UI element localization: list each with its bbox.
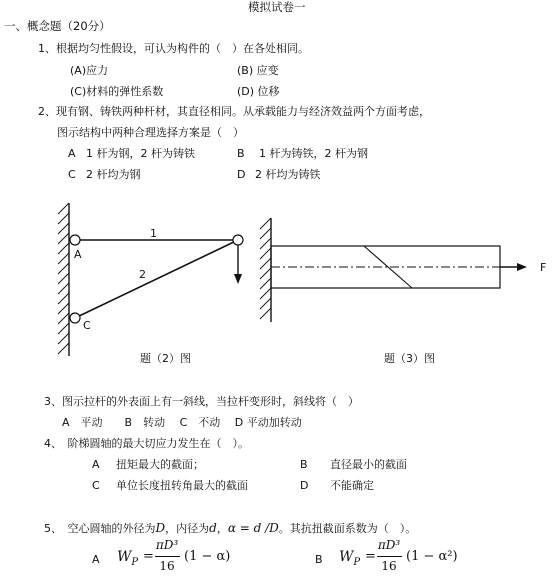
q5-a-w-subscript: P <box>131 556 139 568</box>
q5-b-equals: = <box>365 549 376 564</box>
q5-b-numerator: πD³ <box>377 538 401 552</box>
q2-option-b: 1 杆为铸铁，2 杆为钢 <box>259 147 368 160</box>
q4-option-d-letter: D <box>300 479 309 492</box>
q5-a-numerator: πD³ <box>155 538 179 552</box>
fig2-label-2: 2 <box>139 268 146 281</box>
q1-option-c: (C)材料的弹性系数 <box>70 85 164 98</box>
q5-a-w <box>117 549 138 571</box>
q2-option-a: 1 杆为钢，2 杆为铸铁 <box>86 147 195 160</box>
fig2-label-c: C <box>83 319 91 332</box>
q4-option-b: 直径最小的截面 <box>330 458 407 471</box>
q5-a-w-symbol: W <box>117 549 132 565</box>
q4-option-d: 不能确定 <box>330 479 374 492</box>
fig3-caption: 题（3）图 <box>384 352 435 365</box>
q4-option-a-letter: A <box>92 458 100 471</box>
q5-a-denominator: 16 <box>159 559 175 573</box>
q1-option-a: (A)应力 <box>70 64 109 77</box>
q5-alpha-definition: α = d /D <box>227 521 279 535</box>
q5-a-factor: (1 − α) <box>184 549 231 564</box>
q2-stem-line2: 图示结构中两种合理选择方案是（ ） <box>57 126 244 139</box>
q5-option-b-letter: B <box>315 553 323 566</box>
q5-inner-diameter: d <box>209 521 217 535</box>
fig3-oblique-line <box>364 246 412 288</box>
q5-b-w <box>339 549 360 571</box>
q4-stem: 4、 阶梯圆轴的最大切应力发生在（ ）。 <box>44 437 249 450</box>
q5-outer-diameter: D <box>155 521 166 535</box>
q2-option-c-letter: C <box>68 168 76 181</box>
q5-b-fraction-bar <box>377 556 402 557</box>
q5-stem <box>44 522 416 535</box>
fig2-pin-c <box>70 313 80 323</box>
q5-stem-pre: 5、 空心圆轴的外径为 <box>44 522 156 535</box>
fig3-label-f: F <box>540 261 547 274</box>
q3-options: A 平动 B 转动 C 不动 D 平动加转动 <box>62 416 302 429</box>
q4-option-b-letter: B <box>300 458 308 471</box>
fig2-label-a: A <box>74 248 82 261</box>
q5-b-denominator: 16 <box>381 559 397 573</box>
section-header: 一、概念题（20分） <box>4 19 111 33</box>
q5-a-fraction-bar <box>155 556 180 557</box>
q5-b-w-symbol: W <box>339 549 354 565</box>
q5-stem-mid: ，内径为 <box>165 522 210 535</box>
fig3-force-arrow <box>500 263 527 271</box>
fig2-label-1: 1 <box>150 227 157 240</box>
fig3-wall <box>260 218 271 322</box>
fig2-pin-a <box>70 235 80 245</box>
q4-option-a: 扭矩最大的截面； <box>116 458 204 471</box>
q4-option-c-letter: C <box>92 479 100 492</box>
q5-option-a-letter: A <box>92 553 100 566</box>
q5-b-w-subscript: P <box>353 556 361 568</box>
q5-a-equals: = <box>143 549 154 564</box>
q4-option-c: 单位长度扭转角最大的截面 <box>116 479 248 492</box>
fig2-caption: 题（2）图 <box>140 352 191 365</box>
fig2-bar-2 <box>75 240 238 318</box>
q3-stem: 3、图示拉杆的外表面上有一斜线，当拉杆变形时，斜线将（ ） <box>44 395 359 408</box>
q2-option-c: 2 杆均为钢 <box>86 168 141 181</box>
q1-option-b: (B) 应变 <box>237 64 279 77</box>
q2-option-b-letter: B <box>237 147 245 160</box>
q2-option-d-letter: D <box>237 168 246 181</box>
q1-option-d: (D) 位移 <box>237 85 280 98</box>
fig2-wall <box>58 203 69 356</box>
q5-stem-mid2: ， <box>216 522 228 535</box>
q5-b-factor: (1 − α²) <box>406 549 458 564</box>
q1-stem: 1、根据均匀性假设，可认为构件的（ ）在各处相同。 <box>38 42 309 55</box>
q5-stem-post: 。其抗扭截面系数为（ ）。 <box>278 522 417 535</box>
q2-option-d: 2 杆均为铸铁 <box>255 168 321 181</box>
q2-stem-line1: 2、现有钢、铸铁两种杆材，其直径相同。从承载能力与经济效益两个方面考虑， <box>38 105 430 118</box>
q2-option-a-letter: A <box>68 147 76 160</box>
fig2-load-arrow <box>234 245 242 284</box>
fig2-pin-b <box>233 235 243 245</box>
page-title: 模拟试卷一 <box>248 0 306 14</box>
